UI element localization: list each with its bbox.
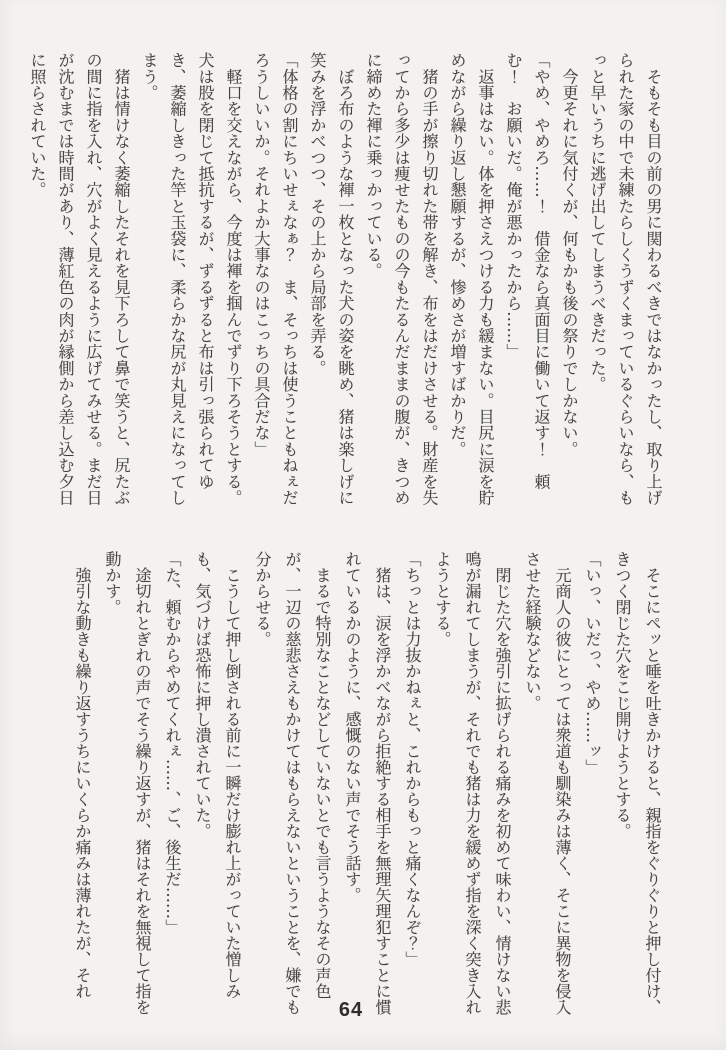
paragraph: ぼろ布のような褌一枚となった犬の姿を眺め、猪は楽しげに笑みを浮かべつつ、その上から局部を弄る。 (308, 52, 355, 506)
paragraph: 「体格の割にちいせぇなぁ？ ま、そっちは使うこともねぇだろうしいいか。それよか大事なのはこっちの具合だな」 (252, 52, 299, 506)
paragraph: 今更それに気付くが、何もかも後の祭りでしかない。 (560, 52, 579, 457)
paragraph: 「いっ、いだっ、やめ……ッ」 (583, 551, 602, 775)
paragraph: 返事はない。体を押さえつける力も緩まない。目尻に涙を貯めながら繰り返し懇願するが、惨めさが増すばかりだ。 (448, 52, 495, 506)
paragraph: 軽口を交えながら、今度は褌を掴んでずり下ろそうとする。犬は股を閉じて抵抗するが、ずるずると布は引っ張られてゆき、萎縮しきった竿と玉袋に、柔らかな尻が丸見えになってしまう。 (140, 52, 243, 506)
paragraph: 「た、頼むからやめてくれぇ……、ご、後生だ……」 (163, 551, 182, 935)
paragraph: そもそも目の前の男に関わるべきではなかったし、取り上げられた家の中で未練たらしくうずくまっているぐらいなら、もっと早いうちに逃げ出してしまうべきだった。 (588, 52, 663, 506)
paragraph: 「やめ、やめろ……！ 借金なら真面目に働いて返す！ 頼む！ お願いだ。俺が悪かったから……」 (504, 52, 551, 490)
paragraph: 猪は、涙を浮かべながら拒絶する相手を無理矢理犯すことに慣れているかのように、感慨のない声でそう話す。 (343, 551, 392, 1015)
paragraph: 途切れとぎれの声でそう繰り返すが、猪はそれを無視して指を動かす。 (103, 551, 152, 1015)
paragraph: 強引な動きも繰り返すうちにいくらか痛みは薄れたが、それ (73, 551, 92, 999)
text-block-top (23, 52, 667, 508)
text-block-bottom (67, 551, 667, 1016)
paragraph: こうして押し倒される前に一瞬だけ膨れ上がっていた憎しみも、気づけば恐怖に押し潰されていた。 (193, 551, 242, 999)
paragraph: 元商人の彼にとっては衆道も馴染みは薄く、そこに異物を侵入させた経験などない。 (523, 551, 572, 1015)
paragraph: 猪の手が擦り切れた帯を解き、布をはだけさせる。財産を失ってから多少は痩せたものの今もたるんだままの腹が、きつめに締めた褌に乗っかっている。 (364, 52, 439, 506)
paragraph: 猪は情けなく萎縮したそれを見下ろして鼻で笑うと、尻たぶの間に指を入れ、穴がよく見えるように広げてみせる。まだ日が沈むまでは時間があり、薄紅色の肉が縁側から差し込む夕日に照らされていた。 (28, 52, 131, 506)
page-number: 64 (338, 999, 364, 1021)
paragraph: そこにペッと唾を吐きかけると、親指をぐりぐりと押し付け、きつく閉じた穴をこじ開けようとする。 (613, 551, 662, 1015)
paragraph: 閉じた穴を強引に拡げられる痛みを初めて味わい、情けない悲鳴が漏れてしまうが、それでも猪は力を緩めず指を深く突き入れようとする。 (433, 551, 512, 1015)
paragraph: 「ちっとは力抜かねぇと、これからもっと痛くなんぞ？」 (403, 551, 422, 967)
paragraph: まるで特別なことなどしていないとでも言うようなその声色が、一辺の慈悲さえもかけてはもらえないということを、嫌でも分からせる。 (253, 551, 332, 1015)
